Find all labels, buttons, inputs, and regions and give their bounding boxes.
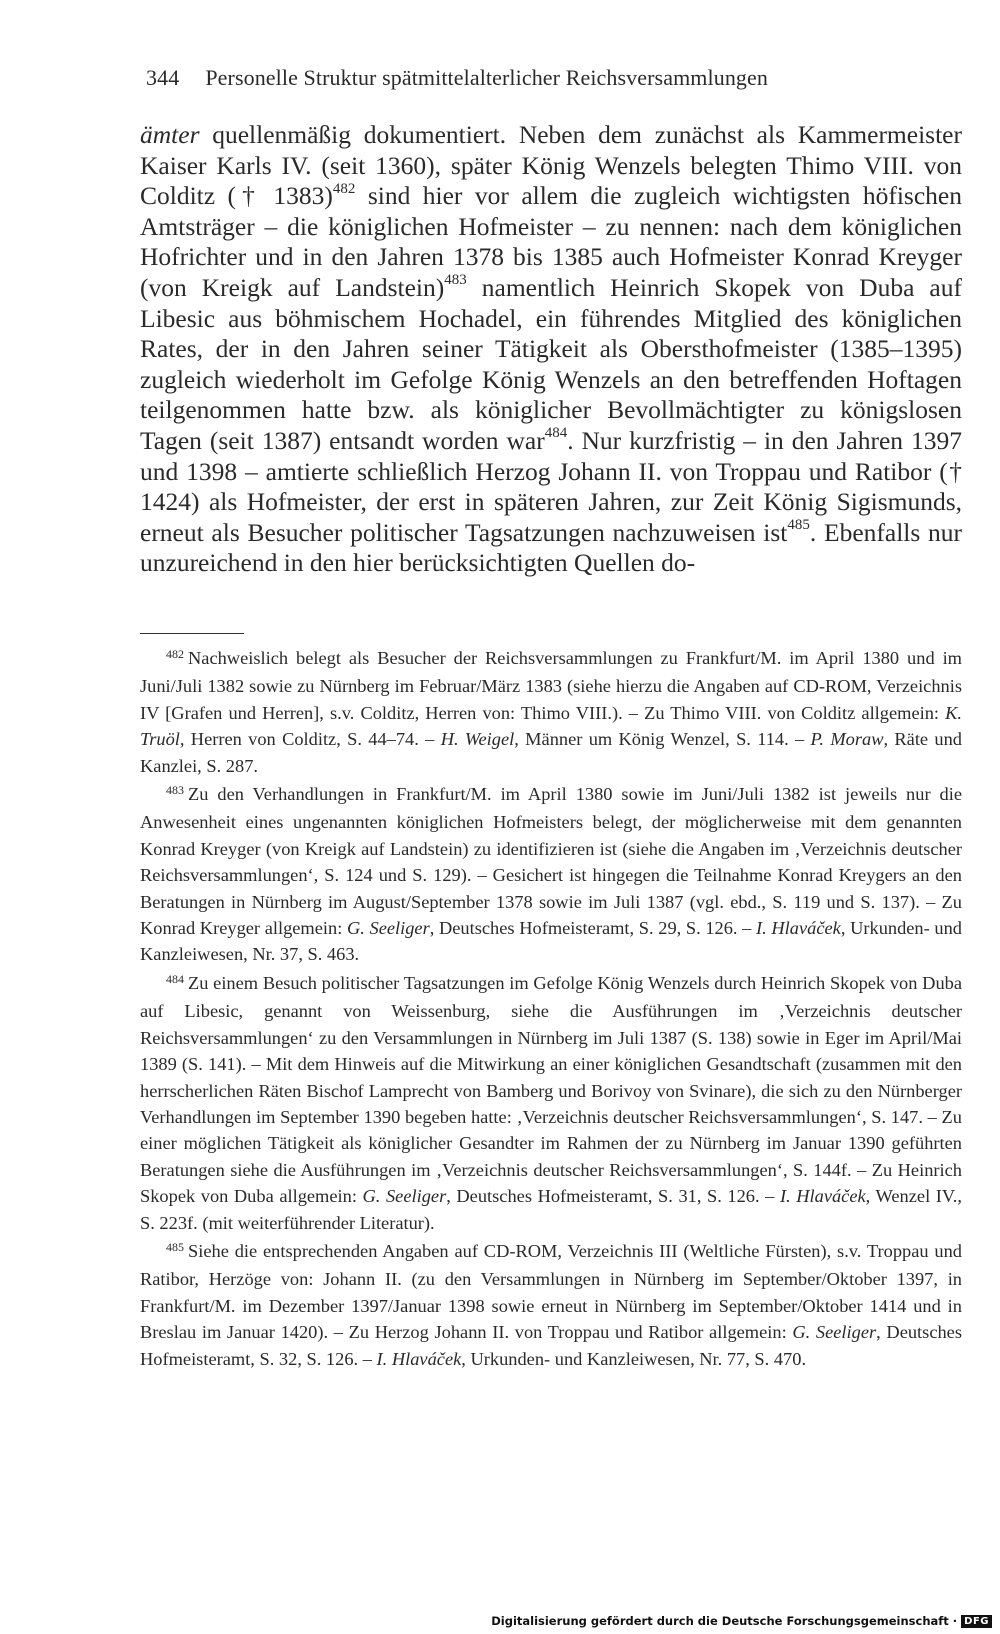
author-name: H. Weigel: [440, 729, 515, 750]
footnote-text: CD-ROM: [483, 1240, 558, 1261]
footnote-text: , Urkunden- und Kanzleiwesen, Nr. 77, S. 470.: [461, 1348, 807, 1369]
footnote-482: [140, 645, 962, 779]
text-segment: . Nur kurzfristig – in den Jahren 1397 und 1398 – amtierte schließlich Herzog Johann II. von Troppau und Ratibor († 1424) als Hofmeister, der erst in späteren Jahren, zur Zeit König Sigismunds, erneut als Besucher politischer Tagsatzungen nachzuweisen ist: [140, 425, 962, 547]
footnote-text: Nachweislich belegt als Besucher der Reichsversammlungen zu Frankfurt/M. im April 1380 und im Juni/Juli 1382 sowie zu Nürnberg im Februar/März 1383 (siehe hierzu die Angaben auf: [140, 648, 962, 697]
italic-word: ämter: [140, 120, 200, 149]
footnote-484: [140, 970, 962, 1236]
footnote-text: Zu den Verhandlungen in Frankfurt/M. im April 1380 sowie im Juni/Juli 1382 ist jeweils nur die Anwesenheit eines ungenannten königlichen Hofmeisters belegt, der möglicherweise mit dem genannten Konrad Kreyger (von Kreigk auf Landstein) zu identifizieren ist (siehe die Angaben im ‚Verzeichnis deutscher Reichsversammlungen‘, S. 124 und S. 129). – Gesichert ist hingegen die Teilnahme Konrad Kreygers an den Beratungen in Nürnberg im August/September 1378 sowie im Juli 1387 (vgl. ebd., S. 119 und S. 137). – Zu Konrad Kreyger allgemein:: [140, 784, 962, 939]
footnote-text: , Herren von Colditz, S. 44–74. –: [179, 729, 441, 750]
dfg-logo: ·: [952, 1614, 958, 1628]
footnote-text: , Verzeichnis IV [Grafen und Herren], s.v. Colditz, Herren von: Thimo VIII.). – Zu Thimo VIII. von Colditz allgemein:: [140, 676, 962, 723]
text-segment: quellenmäßig dokumentiert. Neben dem zunächst als Kammermeister Kaiser Karls IV. (seit 1360), später König Wenzels belegten Thimo VIII. von Colditz († 1383): [140, 120, 962, 211]
text-segment: namentlich Heinrich Skopek von Duba auf Libesic aus böhmischem Hochadel, ein führendes Mitglied des königlichen Rates, der in den Jahren seiner Tätigkeit als Obersthofmeister (1385–1395) zugleich wiederholt im Gefolge König Wenzels an den betreffenden Hoftagen teilgenommen hatte bzw. als königlicher Bevollmächtigter zu königslosen Tagen (seit 1387) entsandt worden war: [140, 272, 962, 455]
footnotes: [140, 645, 962, 1374]
running-title: Personelle Struktur spätmittelalterlicher Reichsversammlungen: [205, 65, 768, 90]
main-text: [140, 120, 962, 579]
footnote-483: [140, 781, 962, 968]
footnote-number: 485: [166, 1239, 184, 1254]
footnote-text: , Wenzel IV., S. 223f. (mit weiterführender Literatur).: [140, 1186, 962, 1233]
footnote-text: Siehe die entsprechenden Angaben auf: [188, 1240, 484, 1261]
author-name: G. Seeliger: [346, 918, 430, 939]
running-header: [146, 64, 866, 92]
footnote-text: , Deutsches Hofmeisteramt, S. 31, S. 126. –: [446, 1186, 780, 1207]
dfg-logo-badge: DFG: [961, 1615, 992, 1628]
author-name: G. Seeliger: [362, 1186, 447, 1207]
author-name: P. Moraw: [810, 729, 884, 750]
credit-text: Digitalisierung gefördert durch die Deutsche Forschungsgemeinschaft: [491, 1614, 949, 1628]
footnote-ref-483[interactable]: 483: [444, 272, 467, 289]
footnote-divider: [140, 633, 244, 634]
author-name: G. Seeliger: [792, 1322, 877, 1343]
page-number: 344: [146, 65, 180, 90]
author-name: I. Hlaváček: [376, 1348, 462, 1369]
footnote-number: 484: [166, 971, 184, 986]
footnote-text: CD-ROM: [793, 676, 867, 697]
footnote-text: , Männer um König Wenzel, S. 114. –: [514, 729, 811, 750]
footnote-number: 482: [166, 647, 184, 661]
footnote-ref-482[interactable]: 482: [332, 180, 356, 197]
author-name: K. Truöl: [140, 702, 962, 750]
footnote-text: , Deutsches Hofmeisteramt, S. 32, S. 126. –: [140, 1322, 962, 1369]
main-paragraph: [140, 120, 962, 579]
author-name: I. Hlaváček: [779, 1186, 866, 1207]
digitization-credit: [491, 1614, 992, 1628]
footnote-text: , Deutsches Hofmeisteramt, S. 29, S. 126. –: [429, 918, 757, 939]
footnote-text: , Urkunden- und Kanzleiwesen, Nr. 37, S. 463.: [140, 918, 962, 965]
footnote-ref-485[interactable]: 485: [787, 517, 810, 534]
footnote-text: , Räte und Kanzlei, S. 287.: [140, 729, 962, 776]
footnote-text: Zu einem Besuch politischer Tagsatzungen im Gefolge König Wenzels durch Heinrich Skopek von Duba auf Libesic, genannt von Weissenburg, siehe die Ausführungen im ‚Verzeichnis deutscher Reichsversammlungen‘ zu den Versammlungen in Nürnberg im Juli 1387 (S. 138) sowie in Eger im April/Mai 1389 (S. 141). – Mit dem Hinweis auf die Mitwirkung an einer königlichen Gesandtschaft (zusammen mit den herrscherlichen Räten Bischof Lamprecht von Bamberg und Borivoy von Svinare), die sich zu den Nürnberger Verhandlungen im September 1390 begeben hatte: ‚Verzeichnis deutscher Reichsversammlungen‘, S. 147. – Zu einer möglichen Tätigkeit als königlicher Gesandter im Rahmen der zu Nürnberg im Januar 1390 geführten Beratungen siehe die Ausführungen im ‚Verzeichnis deutscher Reichsversammlungen‘, S. 144f. – Zu Heinrich Skopek von Duba allgemein:: [140, 972, 962, 1207]
text-segment: . Ebenfalls nur unzureichend in den hier berücksichtigten Quellen do-: [140, 517, 963, 578]
footnote-485: [140, 1238, 962, 1372]
footnote-number: 483: [166, 783, 184, 798]
author-name: I. Hlaváček: [756, 918, 841, 939]
text-segment: sind hier vor allem die zugleich wichtigsten höfischen Amtsträger – die königlichen Hofmeister – zu nennen: nach dem königlichen Hofrichter und in den Jahren 1378 bis 1385 auch Hofmeister Konrad Kreyger (von Kreigk auf Landstein): [140, 181, 962, 302]
footnote-ref-484[interactable]: 484: [544, 425, 568, 442]
footnote-text: , Verzeichnis III (Weltliche Fürsten), s.v. Troppau und Ratibor, Herzöge von: Johann II. (zu den Versammlungen in Nürnberg im September/Oktober 1397, in Frankfurt/M. im Dezember 1397/Januar 1398 sowie erneut in Nürnberg im September/Oktober 1414 und in Breslau im Januar 1420). – Zu Herzog Johann II. von Troppau und Ratibor allgemein:: [140, 1240, 963, 1343]
